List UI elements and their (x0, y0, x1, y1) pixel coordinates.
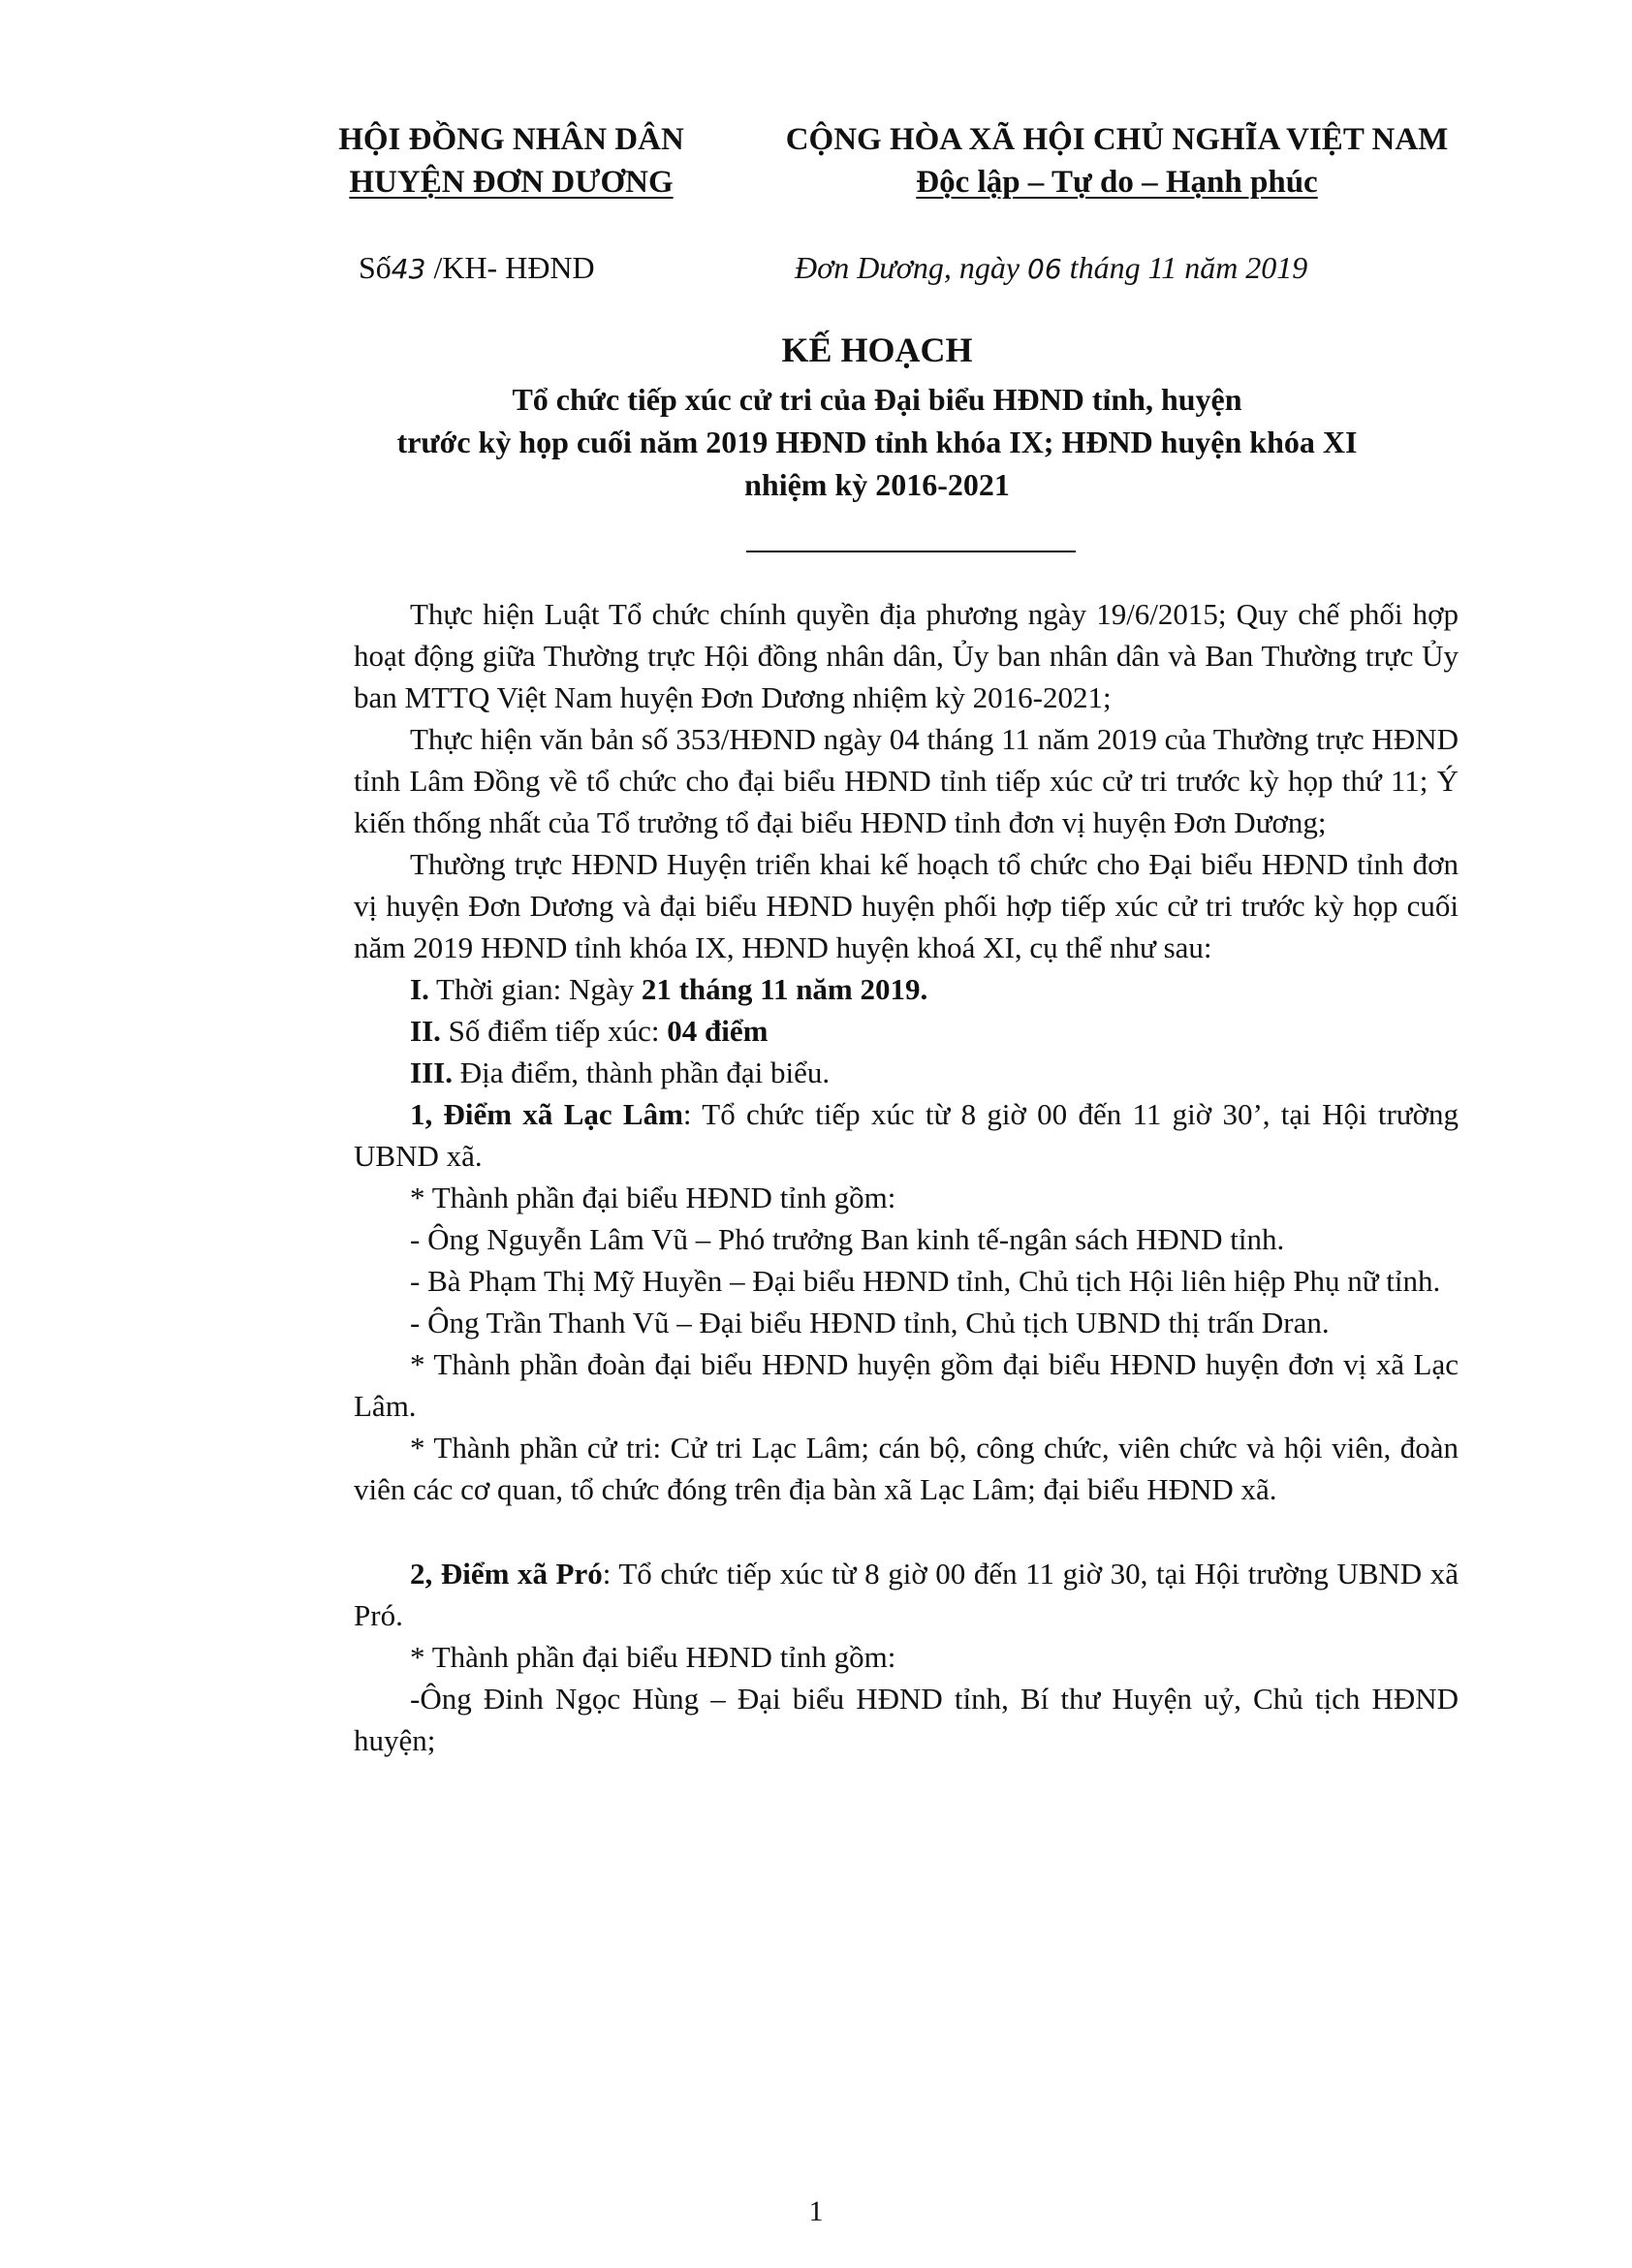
national-motto: Độc lập – Tự do – Hạnh phúc (916, 165, 1318, 200)
paragraph: Thực hiện Luật Tổ chức chính quyền địa phương ngày 19/6/2015; Quy chế phối hợp hoạt động giữa Thường trực Hội đồng nhân dân, Ủy ban nhân dân và Ban Thường trực Ủy ban MTTQ Việt Nam huyện Đơn Dương nhiệm kỳ 2016-2021; (354, 597, 1459, 714)
document-body (354, 593, 1459, 1761)
national-title: CỘNG HÒA XÃ HỘI CHỦ NGHĨA VIỆT NAM (785, 122, 1449, 157)
issuer-line-2: HUYỆN ĐƠN DƯƠNG (349, 165, 674, 200)
location-lac-lam: 1, Điểm xã Lạc Lâm: Tổ chức tiếp xúc từ 8 giờ 00 đến 11 giờ 30’, tại Hội trường UBND xã. (354, 1097, 1459, 1173)
document-number (359, 250, 595, 286)
subtitle-line-3: nhiệm kỳ 2016-2021 (744, 467, 1010, 502)
title-divider (746, 551, 1076, 552)
subtitle-line-2: trước kỳ họp cuối năm 2019 HĐND tỉnh khóa IX; HĐND huyện khóa XI (396, 425, 1358, 459)
list-item: - Ông Trần Thanh Vũ – Đại biểu HĐND tỉnh, Chủ tịch UBND thị trấn Dran. (410, 1306, 1330, 1339)
section-points: II. Số điểm tiếp xúc: 04 điểm (410, 1014, 769, 1048)
document-date-prefix: Đơn Dương, ngày (795, 250, 1020, 285)
document-number-handwritten: 43 (391, 253, 426, 285)
list-item: * Thành phần đại biểu HĐND tỉnh gồm: (410, 1181, 896, 1214)
issuer-header (315, 118, 707, 204)
document-title: KẾ HOẠCH (781, 331, 973, 369)
list-item: * Thành phần đoàn đại biểu HĐND huyện gồm đại biểu HĐND huyện đơn vị xã Lạc Lâm. (354, 1347, 1459, 1423)
section-time: I. Thời gian: Ngày 21 tháng 11 năm 2019. (410, 972, 928, 1006)
document-date (795, 250, 1307, 286)
paragraph: Thực hiện văn bản số 353/HĐND ngày 04 tháng 11 năm 2019 của Thường trực HĐND tỉnh Lâm Đồng về tổ chức cho đại biểu HĐND tỉnh tiếp xúc cử tri trước kỳ họp thứ 11; Ý kiến thống nhất của Tổ trưởng tổ đại biểu HĐND tỉnh đơn vị huyện Đơn Dương; (354, 722, 1459, 839)
list-item: * Thành phần đại biểu HĐND tỉnh gồm: (410, 1640, 896, 1674)
list-item: - Ông Nguyễn Lâm Vũ – Phó trưởng Ban kinh tế-ngân sách HĐND tỉnh. (410, 1222, 1285, 1256)
subtitle-line-1: Tổ chức tiếp xúc cử tri của Đại biểu HĐND tỉnh, huyện (512, 382, 1242, 417)
document-number-suffix: /KH- HĐND (433, 250, 595, 285)
page-number: 1 (808, 2195, 824, 2227)
document-date-handwritten: 06 (1027, 253, 1062, 285)
issuer-line-1: HỘI ĐỒNG NHÂN DÂN (338, 122, 684, 157)
document-subtitle (291, 378, 1463, 506)
paragraph: Thường trực HĐND Huyện triển khai kế hoạch tổ chức cho Đại biểu HĐND tỉnh đơn vị huyện Đơn Dương và đại biểu HĐND huyện phối hợp tiếp xúc cử tri trước kỳ họp cuối năm 2019 HĐND tỉnh khóa IX, HĐND huyện khoá XI, cụ thể như sau: (354, 847, 1459, 964)
section-locations: III. Địa điểm, thành phần đại biểu. (410, 1055, 831, 1089)
document-date-suffix: tháng 11 năm 2019 (1069, 250, 1308, 285)
list-item: - Bà Phạm Thị Mỹ Huyền – Đại biểu HĐND tỉnh, Chủ tịch Hội liên hiệp Phụ nữ tỉnh. (410, 1264, 1441, 1298)
location-pro: 2, Điểm xã Pró: Tổ chức tiếp xúc từ 8 giờ 00 đến 11 giờ 30, tại Hội trường UBND xã Pró. (354, 1557, 1459, 1632)
spacer (354, 1510, 1459, 1553)
document-number-prefix: Số (359, 250, 392, 285)
list-item: -Ông Đinh Ngọc Hùng – Đại biểu HĐND tỉnh, Bí thư Huyện uỷ, Chủ tịch HĐND huyện; (354, 1682, 1459, 1757)
list-item: * Thành phần cử tri: Cử tri Lạc Lâm; cán bộ, công chức, viên chức và hội viên, đoàn viên các cơ quan, tổ chức đóng trên địa bàn xã Lạc Lâm; đại biểu HĐND xã. (354, 1431, 1459, 1506)
national-header (756, 118, 1478, 204)
